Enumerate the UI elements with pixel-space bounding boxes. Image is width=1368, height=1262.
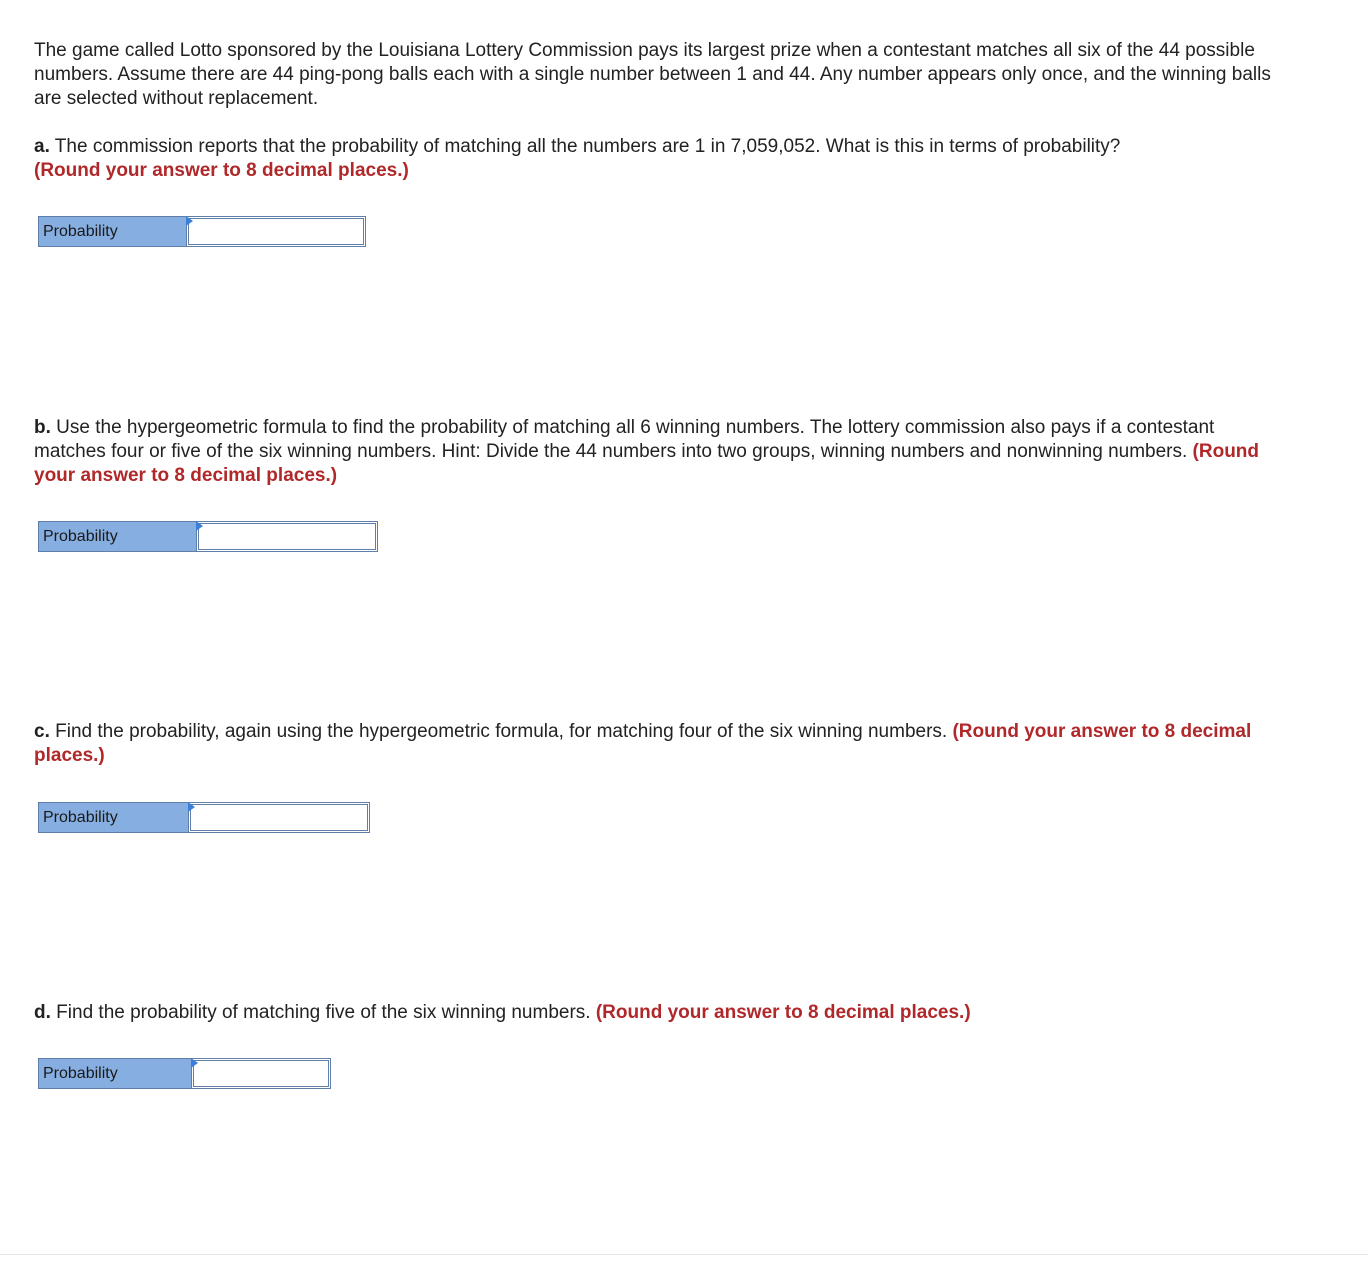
input-marker-icon [186,216,193,226]
part-a-answer-row [38,216,366,247]
part-d-answer-row [38,1058,331,1089]
part-c-text: Find the probability, again using the hypergeometric formula, for matching four of the six winning numbers. [49,721,953,742]
part-b-hint: (Round your answer to 8 decimal places.) [34,441,1260,486]
part-b-probability-input[interactable] [198,523,376,550]
part-b-text: Use the hypergeometric formula to find the probability of matching all 6 winning numbers. The lottery commission also pays if a contestant matches four or five of the six winning numbers. Hint: Divide the 44 numbers into two groups, winning numbers and nonwinning numbers. [34,417,1215,462]
part-d-answer-label: Probability [39,1059,192,1088]
part-c-answer-row [38,802,370,833]
problem-intro [34,39,1284,111]
intro-text: The game called Lotto sponsored by the Louisiana Lottery Commission pays its largest prize when a contestant matches all six of the 44 possible numbers. Assume there are 44 ping-pong balls each with a single number between 1 and 44. Any number appears only once, and the winning balls are selected without replacement. [34,40,1271,109]
part-c-probability-input[interactable] [190,804,368,831]
part-b-question [34,416,1284,488]
part-d-probability-input[interactable] [193,1060,329,1087]
part-d-text: Find the probability of matching five of the six winning numbers. [50,1002,596,1023]
part-a-letter: a. [34,136,50,157]
part-d-letter: d. [34,1002,51,1023]
input-marker-icon [191,1058,198,1068]
input-marker-icon [196,521,203,531]
part-b-answer-row [38,521,378,552]
part-a-input-wrap [187,217,365,246]
part-b-letter: b. [34,417,51,438]
part-a-text: The commission reports that the probability of matching all the numbers are 1 in 7,059,052. What is this in terms of probability? [49,136,1121,157]
bottom-divider [0,1254,1368,1255]
part-b-input-wrap [197,522,377,551]
part-b-answer-label: Probability [39,522,197,551]
part-c-hint: (Round your answer to 8 decimal places.) [34,721,1252,766]
part-a-hint: (Round your answer to 8 decimal places.) [34,160,409,181]
part-c-input-wrap [189,803,369,832]
part-a-answer-label: Probability [39,217,187,246]
part-d-input-wrap [192,1059,330,1088]
part-c-answer-label: Probability [39,803,189,832]
part-c-question [34,720,1284,768]
input-marker-icon [188,802,195,812]
part-a-probability-input[interactable] [188,218,364,245]
part-d-question [34,1001,1284,1025]
part-d-hint: (Round your answer to 8 decimal places.) [595,1002,971,1023]
part-c-letter: c. [34,721,50,742]
part-a-question [34,135,1284,183]
